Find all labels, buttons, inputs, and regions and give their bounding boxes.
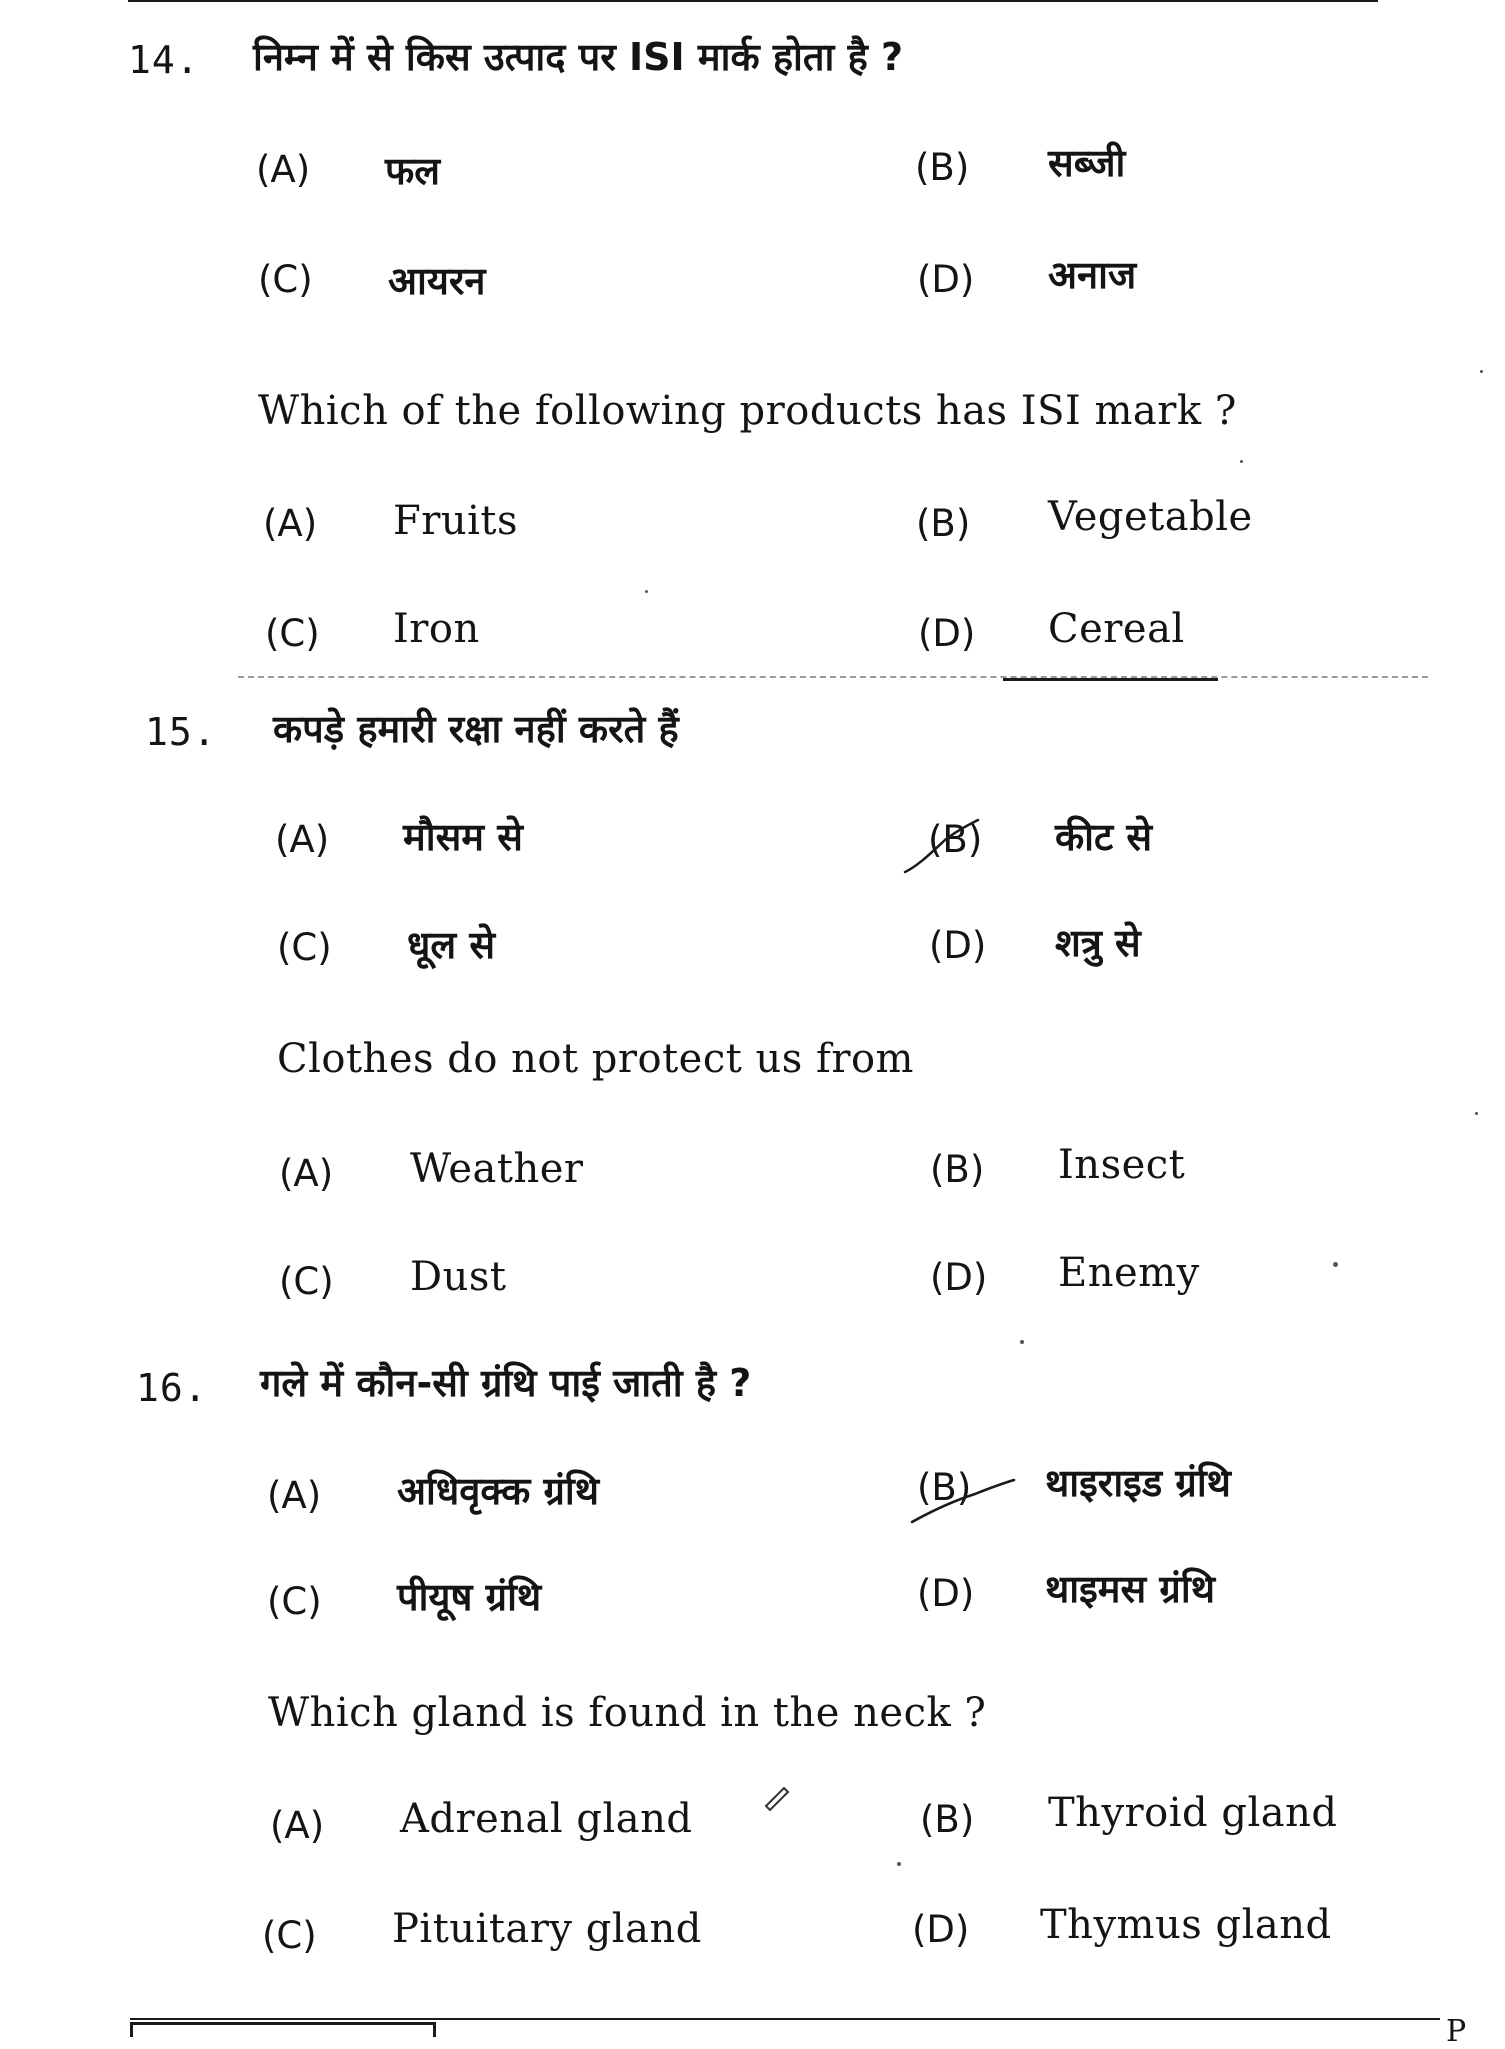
scan-speck [1240, 460, 1243, 463]
question-stem-hindi: गले में कौन-सी ग्रंथि पाई जाती है ? [260, 1361, 752, 1405]
option-d-label-en: (D) [930, 1256, 988, 1299]
question-stem-hindi: निम्न में से किस उत्पाद पर ISI मार्क होता है ? [253, 35, 904, 79]
option-d-label: (D) [917, 1572, 975, 1615]
option-c-label-en: (C) [265, 612, 320, 655]
option-b-label-en: (B) [930, 1148, 985, 1191]
scan-speck [645, 590, 648, 593]
option-c-label: (C) [277, 926, 332, 969]
page-marker: P [1446, 2014, 1467, 2049]
option-c-label: (C) [258, 258, 313, 301]
option-a-label-en: (A) [270, 1804, 325, 1847]
question-stem-english: Clothes do not protect us from [277, 1036, 914, 1082]
option-a-label: (A) [267, 1474, 322, 1517]
option-a-label: (A) [256, 148, 311, 191]
scan-speck [1475, 1112, 1478, 1115]
option-c-english: Pituitary gland [392, 1906, 702, 1952]
answer-underline [1003, 678, 1218, 681]
question-number: 14. [128, 38, 200, 82]
option-b-label: (B) [917, 1466, 972, 1509]
option-d-english: Thymus gland [1040, 1902, 1332, 1948]
option-c-label-en: (C) [279, 1260, 334, 1303]
option-a-hindi: अधिवृक्क ग्रंथि [397, 1469, 600, 1513]
option-d-label-en: (D) [912, 1908, 970, 1951]
option-a-hindi: फल [385, 149, 441, 193]
option-b-hindi: सब्जी [1048, 141, 1126, 185]
option-c-hindi: पीयूष ग्रंथि [397, 1575, 542, 1619]
option-d-hindi: शत्रु से [1055, 921, 1141, 965]
option-b-hindi: थाइराइड ग्रंथि [1045, 1461, 1231, 1505]
option-b-label-en: (B) [920, 1798, 975, 1841]
top-rule [128, 0, 1378, 2]
question-stem-hindi: कपड़े हमारी रक्षा नहीं करते हैं [273, 707, 679, 751]
option-d-label-en: (D) [918, 612, 976, 655]
option-d-hindi: थाइमस ग्रंथि [1045, 1567, 1215, 1611]
option-d-label: (D) [929, 924, 987, 967]
option-c-label-en: (C) [262, 1914, 317, 1957]
option-d-english: Enemy [1058, 1250, 1200, 1296]
option-a-english: Weather [410, 1146, 584, 1192]
option-d-label: (D) [917, 258, 975, 301]
question-number: 16. [136, 1366, 208, 1410]
option-c-hindi: आयरन [388, 259, 486, 303]
option-d-english: Cereal [1048, 606, 1185, 652]
option-a-hindi: मौसम से [403, 815, 523, 859]
option-a-label-en: (A) [263, 502, 318, 545]
scan-speck [1333, 1262, 1338, 1267]
option-c-english: Dust [410, 1254, 507, 1300]
footer-box [130, 2022, 436, 2037]
option-c-english: Iron [393, 606, 480, 652]
question-stem-english: Which of the following products has ISI mark ? [258, 388, 1237, 434]
option-b-english: Insect [1058, 1142, 1186, 1188]
option-b-english: Vegetable [1048, 494, 1253, 540]
option-b-label: (B) [928, 818, 983, 861]
option-b-label: (B) [915, 146, 970, 189]
option-d-hindi: अनाज [1048, 253, 1137, 297]
footer-rule [130, 2018, 1440, 2020]
pencil-mark [766, 1788, 788, 1810]
scan-speck [897, 1862, 901, 1866]
option-b-label-en: (B) [916, 502, 971, 545]
scan-speck [1020, 1340, 1024, 1344]
option-c-hindi: धूल से [407, 923, 496, 967]
question-separator [238, 676, 1428, 678]
option-a-english: Fruits [393, 498, 519, 544]
question-number: 15. [145, 710, 217, 754]
option-b-english: Thyroid gland [1048, 1790, 1338, 1836]
option-a-label-en: (A) [279, 1152, 334, 1195]
scan-speck [1480, 370, 1483, 373]
option-a-english: Adrenal gland [400, 1796, 693, 1842]
option-a-label: (A) [275, 818, 330, 861]
option-c-label: (C) [267, 1580, 322, 1623]
option-b-hindi: कीट से [1055, 815, 1153, 859]
question-stem-english: Which gland is found in the neck ? [268, 1690, 987, 1736]
